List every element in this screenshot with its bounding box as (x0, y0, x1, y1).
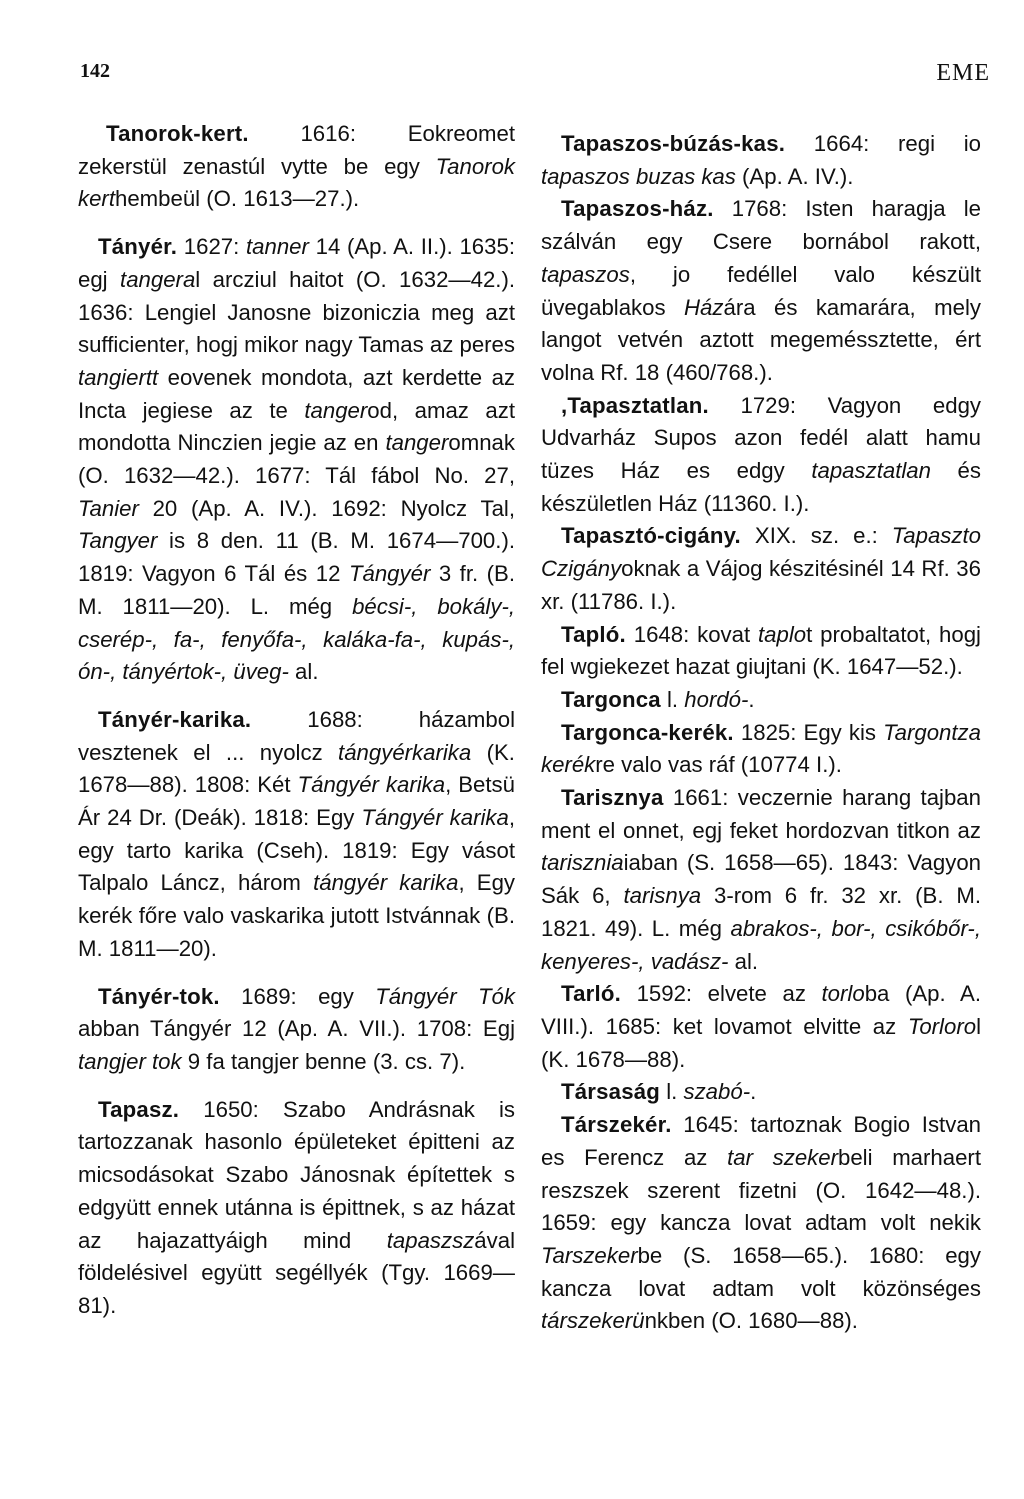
entry-text: ba (Ap. A. VIII.). 1685: ket lovamot elvitte az (541, 981, 981, 1039)
entry-headword: Tarló. (561, 981, 621, 1007)
entry-italic-term: tangjer tok (78, 1048, 182, 1074)
entry-italic-term: Tanier (78, 495, 139, 521)
entry-text: l (K. 1678—88). (541, 1013, 981, 1072)
entry-text: al. (288, 659, 319, 685)
dictionary-entry (541, 684, 981, 717)
entry-italic-term: tanner (246, 234, 309, 260)
dictionary-entry (541, 128, 981, 193)
entry-italic-term: Tangyer (78, 528, 158, 554)
entry-text: be (S. 1658—65.). 1680: egy kancza lovat adtam volt közönséges (541, 1242, 981, 1301)
entry-italic-term: tapasztatlan (811, 458, 931, 484)
entry-headword: Társaság (561, 1079, 661, 1105)
entry-italic-term: Ház (684, 294, 724, 320)
entry-text: l. (660, 1079, 684, 1105)
entry-headword: ,Tapasztatlan. (561, 392, 709, 418)
entry-italic-term: taplo (758, 621, 807, 647)
dictionary-entry (541, 390, 981, 521)
entry-text: (K. 1678—88). 1808: Két (78, 739, 515, 798)
entry-italic-term: Tángyér karika (297, 772, 446, 798)
entry-italic-term: tar szeker (727, 1144, 838, 1170)
entry-headword: Tányér-karika. (98, 706, 252, 732)
entry-text: 1729: Vagyon edgy Udvarház Supos azon fedél alatt hamu tüzes Ház es edgy (541, 392, 981, 484)
entry-text: abban Tángyér 12 (Ap. A. VII.). 1708: Egj (78, 1016, 515, 1042)
entry-text: . (750, 1079, 757, 1105)
page-number: 142 (80, 60, 110, 82)
entry-italic-term: Tángyér Tók (375, 983, 515, 1009)
entry-text: (Ap. A. IV.). (735, 163, 854, 189)
entry-italic-term: tarisnya (623, 883, 702, 909)
entry-text: is 8 den. 11 (B. M. 1674—700.). 1819: Vagyon 6 Tál és 12 (78, 528, 515, 587)
dictionary-entry (541, 619, 981, 684)
entry-italic-term: hordó- (684, 686, 749, 712)
entry-italic-term: Tángyér (348, 561, 431, 587)
entry-italic-term: Tarszeker (541, 1242, 638, 1268)
entry-italic-term: tapaszsz (386, 1227, 475, 1253)
entry-text: ával földelésivel együtt segéllyék (Tgy. 1669—81). (78, 1227, 515, 1318)
entry-headword: Társzekér. (561, 1112, 672, 1138)
dictionary-entry (78, 704, 515, 966)
entry-italic-term: Torloro (907, 1013, 977, 1039)
entry-headword: Tányér. (98, 234, 178, 260)
entry-text: 1616: Eokreomet zekerstül zenastúl vytte be egy (78, 121, 515, 179)
entry-text: l. (660, 686, 685, 712)
entry-text: 1825: Egy kis (733, 719, 884, 745)
entry-italic-term: tarisznia (541, 850, 624, 876)
entry-text: 1645: tartoznak Bogio Istvan es Ferencz az (541, 1112, 981, 1170)
entry-text: t probaltatot, hogj fel wgiekezet hazat giujtani (K. 1647—52.). (541, 621, 981, 680)
entry-italic-term: abrakos-, bor-, csikóbőr-, kenyeres-, vadász- (541, 915, 981, 974)
entry-headword: Targonca (561, 686, 661, 712)
entry-italic-term: tángyér karika (313, 870, 459, 896)
entry-text: oknak a Vájog készitésinél 14 Rf. 36 xr. (11786. I.). (541, 556, 981, 614)
entry-text: 1592: elvete az (620, 981, 822, 1007)
entry-text: , egy tarto karika (Cseh). 1819: Egy vásot Talpalo Láncz, három (78, 805, 515, 896)
right-column (541, 128, 981, 1338)
dictionary-entry (78, 118, 515, 216)
entry-headword: Tapasztó-cigány. (561, 523, 741, 549)
dictionary-entry (541, 1109, 981, 1338)
entry-italic-term: tanger (385, 430, 449, 456)
entry-text: 1648: kovat (625, 621, 759, 647)
entry-text: iaban (S. 1658—65). 1843: Vagyon Sák 6, (541, 850, 981, 909)
entry-italic-term: bécsi-, bokály-, cserép-, fa-, fenyőfa-, kaláka-fa-, kupás-, ón-, tányértok-, üveg- (78, 593, 516, 685)
running-head: EME (936, 60, 990, 86)
dictionary-entry (541, 193, 981, 389)
entry-italic-term: Tapaszto Czigány (541, 523, 981, 582)
entry-headword: Tarisznya (561, 785, 664, 811)
entry-text: , jo fedéllel valo készült üvegablakos (541, 261, 981, 320)
entry-text: hembeül (O. 1613—27.). (115, 186, 360, 212)
entry-text: 20 (Ap. A. IV.). 1692: Nyolcz Tal, (138, 495, 515, 521)
entry-headword: Tapasz. (98, 1096, 180, 1122)
entry-italic-term: Tanorok kert (78, 153, 515, 212)
entry-headword: Tapaszos-búzás-kas. (561, 131, 786, 156)
entry-text: beli marhaert reszszek szerent fizetni (O. 1642—48.). 1659: egy kancza lovat adtam volt nekik (541, 1144, 981, 1236)
entry-headword: Tanorok-kert. (106, 121, 249, 146)
entry-text: re valo vas ráf (10774 I.). (595, 752, 842, 778)
entry-text: . (748, 686, 755, 712)
entry-text: , Egy kerék főre valo vaskarika jutott Istvánnak (B. M. 1811—20). (78, 870, 515, 961)
entry-italic-term: tangera (120, 266, 196, 292)
dictionary-entry (78, 231, 515, 689)
entry-italic-term: Tángyér karika (361, 805, 509, 831)
entry-italic-term: tanger (304, 397, 368, 423)
entry-italic-term: tángyérkarika (338, 739, 472, 765)
entry-italic-term: társzekerü (541, 1308, 645, 1334)
entry-italic-term: szabó- (683, 1079, 751, 1105)
entry-text: 1688: házambol vesztenek el ... nyolcz (78, 706, 515, 765)
entry-text: 1664: regi io (785, 131, 981, 156)
entry-text: omnak (O. 1632—42.). 1677: Tál fábol No. 27, (78, 430, 515, 489)
entry-text: XIX. sz. e.: (740, 523, 892, 549)
entry-text: 1689: egy (219, 983, 376, 1009)
dictionary-entry (78, 1094, 515, 1323)
entry-text: ára és kamarára, mely langot vetvén aztott megeméssztette, ért volna Rf. 18 (460/768.). (541, 294, 981, 385)
entry-text: 3-rom 6 fr. 32 xr. (B. M. 1821. 49). L. még (541, 883, 981, 941)
dictionary-entry (541, 1076, 981, 1109)
dictionary-entry (541, 782, 981, 978)
entry-text: , Betsü Ár 24 Dr. (Deák). 1818: Egy (78, 772, 515, 831)
entry-text: 1661: veczernie harang tajban ment el onnet, egj feket hordozvan titkon az (541, 785, 981, 843)
entry-text: 1627: (177, 234, 246, 260)
entry-text: 1768: Isten haragja le szálván egy Csere bornábol rakott, (541, 196, 981, 255)
dictionary-entry (78, 981, 515, 1079)
entry-text: 3 fr. (B. M. 1811—20). L. még (78, 561, 515, 619)
entry-text: nkben (O. 1680—88). (644, 1308, 858, 1334)
entry-italic-term: tapaszos buzas kas (541, 163, 736, 189)
entry-text: és készületlen Ház (11360. I.). (541, 458, 981, 516)
page-header (80, 60, 990, 90)
dictionary-entry (541, 978, 981, 1076)
entry-italic-term: torlo (821, 981, 865, 1007)
entry-text: l arcziul haitot (O. 1632—42.). 1636: Lengiel Janosne bizoniczia meg azt sufficienter, hogj mikor nagy Tamas az peres (78, 266, 516, 358)
entry-headword: Tapaszos-ház. (561, 196, 714, 222)
entry-headword: Tapló. (561, 621, 626, 647)
entry-text: 1650: Szabo Andrásnak is tartozzanak hasonlo épületeket épitteni az micsodásokat Szabo Jánosnak építettek s edgyütt ennek utánna is épittnek, s az házat az hajazattyáigh mind (78, 1096, 515, 1253)
entry-text: 9 fa tangjer benne (3. cs. 7). (181, 1048, 466, 1074)
entry-text: eovenek mondota, azt kerdette az Incta jegiese az te (78, 364, 515, 423)
entry-headword: Targonca-kerék. (561, 719, 734, 745)
entry-text: od, amaz azt mondotta Ninczien jegie az en (78, 397, 515, 456)
entry-italic-term: tapaszos (541, 261, 630, 287)
dictionary-entry (541, 520, 981, 618)
dictionary-entry (541, 717, 981, 782)
entry-text: al. (728, 948, 759, 974)
entry-italic-term: Targontza kerék (541, 719, 981, 778)
left-column (78, 118, 515, 1338)
entry-headword: Tányér-tok. (98, 983, 220, 1009)
entry-text: 14 (Ap. A. II.). 1635: egj (78, 234, 515, 292)
entry-italic-term: tangiertt (78, 364, 159, 390)
